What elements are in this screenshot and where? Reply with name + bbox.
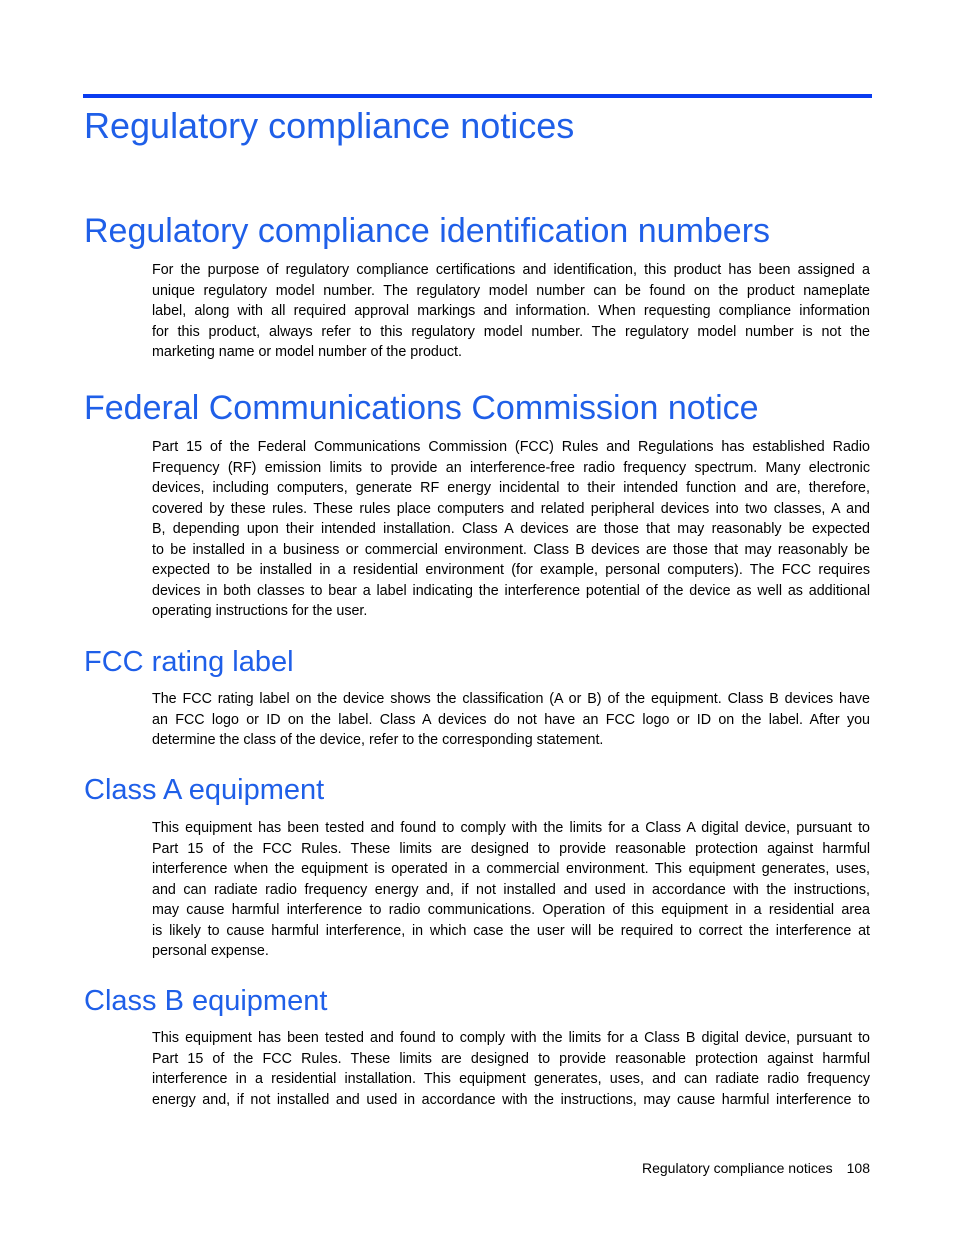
footer-label: Regulatory compliance notices (641, 1160, 833, 1176)
text-line: operating instructions for the user. (152, 603, 368, 619)
text-line: unique regulatory model number. The regulatory model number can be found on the product nameplate (152, 282, 870, 299)
text-line: an FCC logo or ID on the label. Class A devices do not have an FCC logo or ID on the label. After you (152, 711, 870, 728)
text-line: Part 15 of the FCC Rules. These limits are designed to provide reasonable protection against harmful (152, 840, 870, 857)
page-footer (642, 1158, 870, 1178)
text-line: personal expense. (152, 943, 269, 959)
paragraph-class-b (152, 1028, 870, 1110)
text-line: Part 15 of the FCC Rules. These limits are designed to provide reasonable protection against harmful (152, 1050, 870, 1067)
text-line: devices, including computers, generate RF energy incidental to their intended function and are, therefore, (152, 480, 870, 496)
text-line: energy and, if not installed and used in accordance with the instructions, may cause harmful interference to (152, 1091, 870, 1108)
text-line: This equipment has been tested and found to comply with the limits for a Class A digital device, pursuant to (152, 820, 870, 836)
text-line: for this product, always refer to this regulatory model number. The regulatory model number is not the (152, 323, 870, 340)
title-rule (83, 94, 872, 98)
heading-fcc-rating-label: FCC rating label (84, 646, 294, 678)
text-line: The FCC rating label on the device shows the classification (A or B) of the equipment. Class B devices have (152, 691, 870, 707)
text-line: label, along with all required approval markings and information. When requesting compliance information (152, 303, 870, 319)
heading-fcc-notice: Federal Communications Commission notice (84, 389, 759, 427)
text-line: to be installed in a business or commercial environment. Class B devices are those that may reasonably be (152, 541, 870, 558)
text-line: interference in a residential installation. This equipment generates, uses, and can radiate radio frequency (152, 1071, 870, 1087)
text-line: marketing name or model number of the product. (152, 344, 462, 360)
text-line: interference when the equipment is operated in a commercial environment. This equipment generates, uses, (152, 861, 870, 877)
text-line: and can radiate radio frequency energy and, if not installed and used in accordance with the instructions, (152, 881, 870, 898)
text-line: Frequency (RF) emission limits to provide an interference-free radio frequency spectrum. Many electronic (152, 459, 870, 476)
paragraph-identification-numbers (152, 260, 870, 363)
text-line: Part 15 of the Federal Communications Commission (FCC) Rules and Regulations has established Radio (152, 439, 870, 455)
paragraph-fcc-rating-label (152, 689, 870, 751)
text-line: expected to be installed in a residential environment (for example, personal computers). The FCC requires (152, 562, 870, 578)
paragraph-class-a (152, 818, 870, 962)
heading-identification-numbers: Regulatory compliance identification numbers (84, 212, 771, 250)
text-line: For the purpose of regulatory compliance certifications and identification, this product has been assigned a (152, 262, 870, 278)
text-line: B, depending upon their intended installation. Class A devices are those that may reasonably be expected (152, 521, 870, 537)
text-line: determine the class of the device, refer to the corresponding statement. (152, 732, 604, 748)
page-number: 108 (846, 1160, 870, 1176)
text-line: devices in both classes to bear a label indicating the interference potential of the device as well as additional (152, 582, 870, 599)
text-line: covered by these rules. These rules place computers and related peripheral devices into two classes, A and (152, 500, 870, 517)
paragraph-fcc-notice (152, 437, 870, 622)
text-line: is likely to cause harmful interference, in which case the user will be required to correct the interference at (152, 922, 870, 939)
heading-class-b: Class B equipment (84, 985, 328, 1017)
heading-class-a: Class A equipment (84, 774, 325, 806)
text-line: This equipment has been tested and found to comply with the limits for a Class B digital device, pursuant to (152, 1030, 870, 1046)
text-line: may cause harmful interference to radio communications. Operation of this equipment in a residential area (152, 902, 870, 918)
page-title: Regulatory compliance notices (84, 105, 575, 146)
